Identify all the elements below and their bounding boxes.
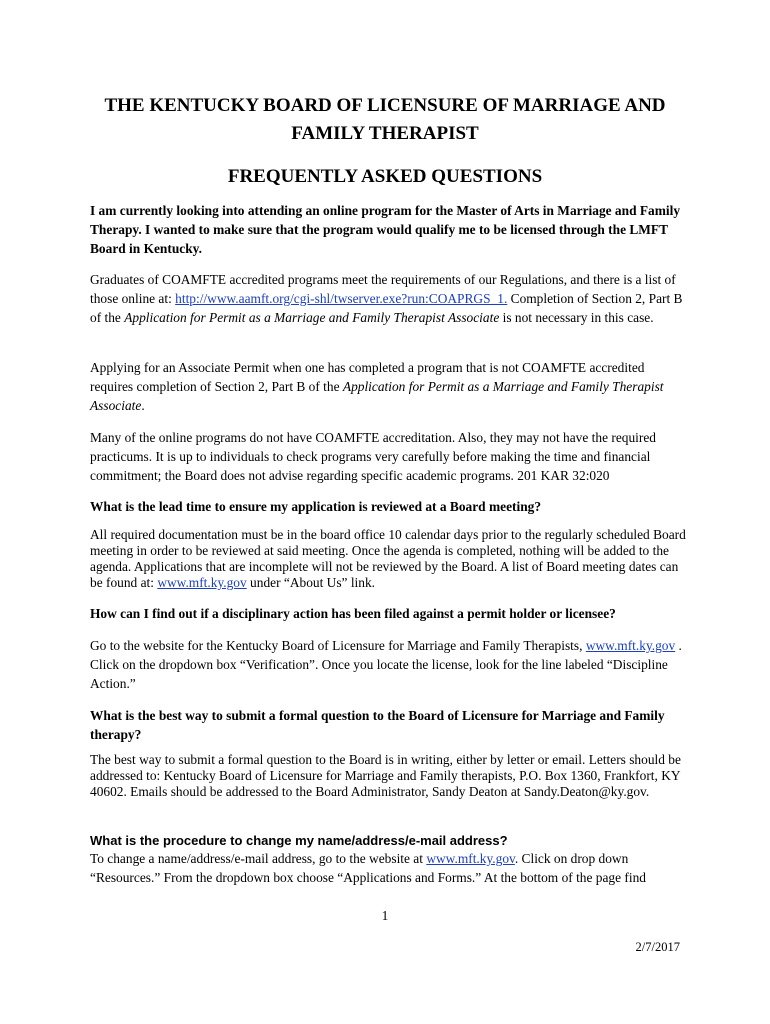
page-number: 1 [381,908,389,923]
application-title: Application for Permit as a Marriage and Family Therapist Associate [124,310,500,325]
answer-text: Completion of Section 2, Part B of the [90,291,683,325]
answer-text: . Click on drop down “Resources.” From the dropdown box choose “Applications and Forms.” At the bottom of the page find [90,851,646,885]
document-subtitle: FREQUENTLY ASKED QUESTIONS [227,166,543,187]
answer-text: under “About Us” link. [246,575,376,590]
application-title: Application for Permit as a Marriage and Family Therapist Associate [90,379,664,413]
document-date: 2/7/2017 [635,940,680,954]
answer-lead-time [90,527,690,591]
question-lead-time: What is the lead time to ensure my application is reviewed at a Board meeting? [90,499,542,514]
answer-online-program-p3: Many of the online programs do not have COAMFTE accreditation. Also, they may not have the required practicums. It is up to individuals to check programs very carefully before making the time and financial commitment; the Board does not advise regarding specific academic programs. 201 KAR 32:020 [90,430,656,483]
answer-text: is not necessary in this case. [499,310,654,325]
answer-text: All required documentation must be in the board office 10 calendar days prior to the regularly scheduled Board meeting in order to be reviewed at said meeting. Once the agenda is completed, nothing will be added to the agenda. Applications that are incomplete will not be reviewed by the Board. A list of Board meeting dates can be found at: [90,527,686,590]
answer-online-program-p1 [90,270,690,327]
answer-disciplinary-action [90,636,690,693]
mft-website-link[interactable]: www.mft.ky.gov [585,638,676,653]
answer-text: To change a name/address/e-mail address, go to the website at [90,851,427,866]
question-change-address: What is the procedure to change my name/address/e-mail address? [90,833,508,848]
answer-text: Go to the website for the Kentucky Board of Licensure for Marriage and Family Therapists, [90,638,586,653]
answer-text: Applying for an Associate Permit when one has completed a program that is not COAMFTE accredited requires completion of Section 2, Part B of the [90,360,645,394]
answer-formal-question: The best way to submit a formal question to the Board is in writing, either by letter or email. Letters should be addressed to: Kentucky Board of Licensure for Marriage and Family therapists, P.O. Box 1360, Frankfort, KY 40602. Emails should be addressed to the Board Administrator, Sandy Deaton at Sandy.Deaton@ky.gov. [90,752,681,799]
question-formal-question: What is the best way to submit a formal question to the Board of Licensure for Marriage and Family therapy? [90,708,665,742]
mft-website-link[interactable]: www.mft.ky.gov [426,851,515,866]
question-disciplinary-action: How can I find out if a disciplinary action has been filed against a permit holder or licensee? [90,606,616,621]
coamfte-list-link[interactable]: http://www.aamft.org/cgi-shl/twserver.exe?run:COAPRGS_1. [175,291,508,306]
answer-text: . [141,398,145,413]
question-online-program: I am currently looking into attending an online program for the Master of Arts in Marriage and Family Therapy. I wanted to make sure that the program would qualify me to be licensed through the LMFT Board in Kentucky. [90,203,681,256]
mft-website-link[interactable]: www.mft.ky.gov [157,575,247,590]
answer-text: Graduates of COAMFTE accredited programs meet the requirements of our Regulations, and there is a list of those online at: [90,272,676,306]
answer-text: . Click on the dropdown box “Verification”. Once you locate the license, look for the line labeled “Discipline Action.” [90,638,682,691]
answer-online-program-p2 [90,358,690,415]
document-title: THE KENTUCKY BOARD OF LICENSURE OF MARRIAGE AND FAMILY THERAPIST [104,95,666,144]
answer-change-address [90,849,690,887]
